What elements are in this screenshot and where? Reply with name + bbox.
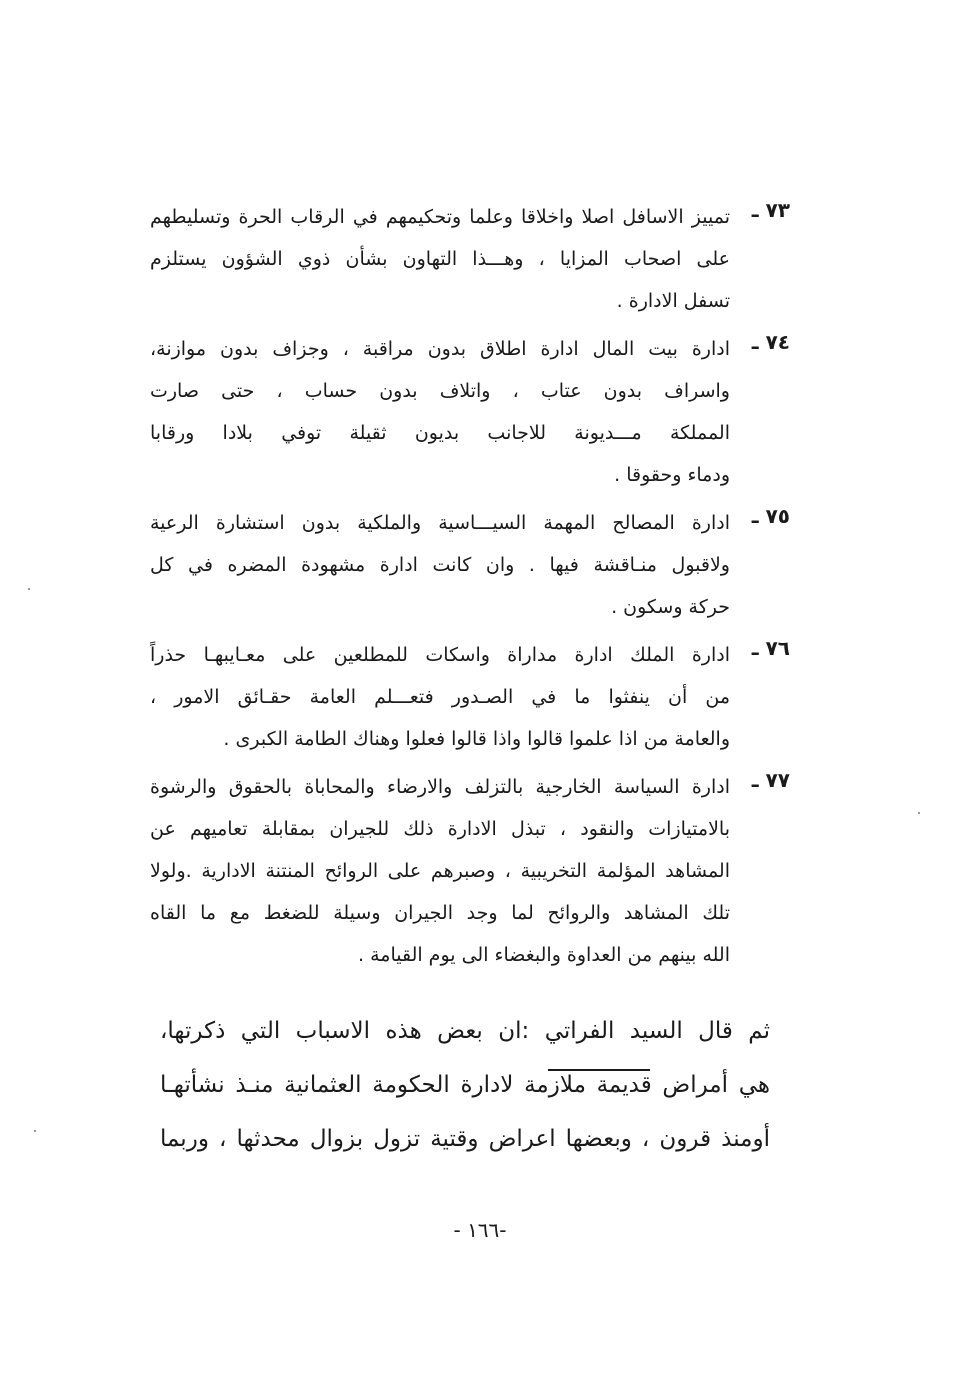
- paragraph-line: أومنذ قرون ، وبعضها اعراض وقتية تزول بزوال محدثها ، وربما: [160, 1126, 770, 1152]
- hand-drawn-underline: [548, 1069, 650, 1071]
- item-text-line: الله بينهم من العداوة والبغضاء الى يوم القيامة .: [358, 944, 730, 966]
- item-number: ٧٣ ـ: [751, 198, 790, 222]
- item-number: ٧٥ ـ: [751, 504, 790, 528]
- item-text-line: المملكة مـــديونة للاجانب بديون ثقيلة توفي بلادا ورقابا: [150, 422, 730, 444]
- item-text-line: ولاقبول منـاقشة فيها . وان كانت ادارة مشهودة المضره في كل: [150, 554, 730, 576]
- item-text-line: تسفل الادارة .: [616, 290, 730, 312]
- list-item: [150, 502, 790, 628]
- list-item: [150, 766, 790, 976]
- item-text-line: والعامة من اذا علموا قالوا واذا قالوا فعلوا وهناك الطامة الكبرى .: [223, 728, 730, 750]
- list-item: [150, 196, 790, 322]
- item-text-line: ادارة الملك ادارة مداراة واسكات للمطلعين على معـايبهـا حذراً: [150, 644, 730, 666]
- paragraph-line: هي أمراض قديمة ملازمة لادارة الحكومة العثمانية منـذ نشأتهـا: [160, 1072, 770, 1098]
- item-text-line: من أن ينفثوا ما في الصـدور فتعـــلم العامة حقـائق الامور ،: [150, 686, 730, 708]
- list-item: [150, 328, 790, 496]
- item-text-line: تمييز الاسافل اصلا واخلاقا وعلما وتحكيمهم في الرقاب الحرة وتسليطهم: [150, 206, 730, 228]
- item-text-line: ادارة بيت المال ادارة اطلاق بدون مراقبة ، وجزاف بدون موازنة،: [150, 338, 730, 360]
- item-text-line: حركة وسكون .: [611, 596, 730, 618]
- page-body: [150, 196, 790, 1166]
- item-text-line: المشاهد المؤلمة التخريبية ، وصبرهم على الروائح المنتنة الادارية .ولولا: [150, 860, 730, 882]
- paragraph-line: ثم قال السيد الفراتي :ان بعض هذه الاسباب التي ذكرتها،: [160, 1018, 770, 1044]
- item-number: ٧٦ ـ: [751, 636, 790, 660]
- scan-speck: [34, 1130, 36, 1132]
- closing-paragraph: [150, 1004, 790, 1166]
- page-number: -١٦٦ -: [453, 1218, 507, 1242]
- item-text-line: واسراف بدون عتاب ، واتلاف بدون حساب ، حتى صارت: [150, 380, 730, 402]
- scan-speck: [918, 812, 920, 814]
- item-text-line: ادارة السياسة الخارجية بالتزلف والارضاء والمحاباة بالحقوق والرشوة: [150, 776, 730, 798]
- item-text-line: تلك المشاهد والروائح لما وجد الجيران وسيلة للضغط مع ما القاه: [150, 902, 730, 924]
- item-number: ٧٤ ـ: [751, 330, 790, 354]
- scan-speck: [28, 588, 30, 590]
- item-text-line: ادارة المصالح المهمة السيـــاسية والملكية بدون استشارة الرعية: [150, 512, 730, 534]
- list-item: [150, 634, 790, 760]
- item-number: ٧٧ ـ: [751, 768, 790, 792]
- item-text-line: ودماء وحقوقا .: [614, 464, 730, 486]
- item-text-line: على اصحاب المزايا ، وهـــذا التهاون بشأن ذوي الشؤون يستلزم: [150, 248, 730, 270]
- item-text-line: بالامتيازات والنقود ، تبذل الادارة ذلك للجيران بمقابلة تعاميهم عن: [150, 818, 730, 840]
